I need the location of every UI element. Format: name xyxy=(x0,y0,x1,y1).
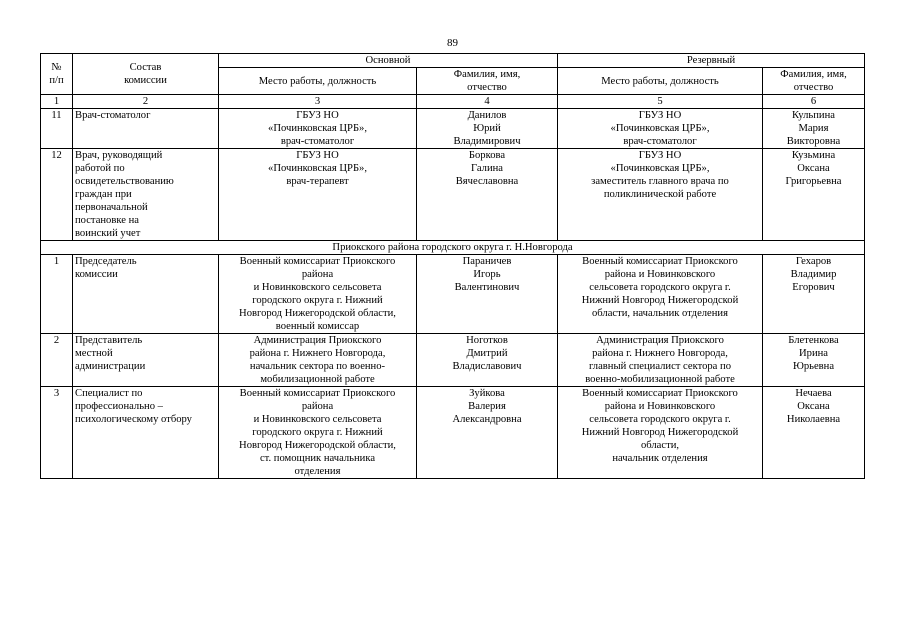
row-reserve-work: Администрация Приокского района г. Нижнего Новгорода, главный специалист сектора по военно-мобилизационной работе xyxy=(558,334,763,387)
header-main: Основной xyxy=(219,54,558,68)
page-number: 89 xyxy=(447,37,458,49)
row-main-work: Военный комиссариат Приокского района и Новинковского сельсовета городского округа г. Нижний Новгород Нижегородской области, ст. помощник начальника отделения xyxy=(219,387,417,479)
row-main-work: ГБУЗ НО «Починковская ЦРБ», врач-стоматолог xyxy=(219,109,417,149)
row-reserve-work: Военный комиссариат Приокского района и Новинковского сельсовета городского округа г. Нижний Новгород Нижегородской области, начальник отделения xyxy=(558,387,763,479)
row-role: Врач-стоматолог xyxy=(73,109,219,149)
row-main-name: Зуйкова Валерия Александровна xyxy=(417,387,558,479)
row-role: Председатель комиссии xyxy=(73,255,219,334)
row-main-work: ГБУЗ НО «Починковская ЦРБ», врач-терапевт xyxy=(219,149,417,241)
row-main-name: Параничев Игорь Валентинович xyxy=(417,255,558,334)
row-reserve-work: Военный комиссариат Приокского района и Новинковского сельсовета городского округа г. Нижний Новгород Нижегородской области, начальник отделения xyxy=(558,255,763,334)
header-reserve-workplace: Место работы, должность xyxy=(558,68,763,95)
table-row xyxy=(41,387,865,479)
row-reserve-work: ГБУЗ НО «Починковская ЦРБ», заместитель главного врача по поликлинической работе xyxy=(558,149,763,241)
row-num: 12 xyxy=(41,149,73,241)
row-main-work: Администрация Приокского района г. Нижнего Новгорода, начальник сектора по военно- мобилизационной работе xyxy=(219,334,417,387)
row-main-name: Боркова Галина Вячеславовна xyxy=(417,149,558,241)
header-reserve-fullname: Фамилия, имя, отчество xyxy=(763,68,865,95)
row-role: Специалист по профессионально – психологическому отбору xyxy=(73,387,219,479)
table-row xyxy=(41,149,865,241)
row-main-name: Ноготков Дмитрий Владиславович xyxy=(417,334,558,387)
row-num: 3 xyxy=(41,387,73,479)
row-reserve-name: Нечаева Оксана Николаевна xyxy=(763,387,865,479)
row-role: Представитель местной администрации xyxy=(73,334,219,387)
header-main-workplace: Место работы, должность xyxy=(219,68,417,95)
section-title: Приокского района городского округа г. Н.Новгорода xyxy=(41,241,865,255)
row-reserve-name: Кузьмина Оксана Григорьевна xyxy=(763,149,865,241)
row-num: 1 xyxy=(41,255,73,334)
table-row xyxy=(41,255,865,334)
header-reserve: Резервный xyxy=(558,54,865,68)
row-role: Врач, руководящий работой по освидетельствованию граждан при первоначальной постановке на воинский учет xyxy=(73,149,219,241)
row-num: 2 xyxy=(41,334,73,387)
column-number: 1 xyxy=(41,95,73,109)
header-row-1 xyxy=(41,54,865,68)
column-number: 2 xyxy=(73,95,219,109)
header-num: № п/п xyxy=(41,54,73,95)
column-number: 3 xyxy=(219,95,417,109)
header-composition: Состав комиссии xyxy=(73,54,219,95)
commission-table xyxy=(40,53,865,479)
row-reserve-name: Кульпина Мария Викторовна xyxy=(763,109,865,149)
header-main-fullname: Фамилия, имя, отчество xyxy=(417,68,558,95)
row-reserve-name: Гехаров Владимир Егорович xyxy=(763,255,865,334)
row-reserve-name: Блетенкова Ирина Юрьевна xyxy=(763,334,865,387)
section-row xyxy=(41,241,865,255)
table-row xyxy=(41,334,865,387)
row-num: 11 xyxy=(41,109,73,149)
column-number: 6 xyxy=(763,95,865,109)
table-row xyxy=(41,109,865,149)
row-main-work: Военный комиссариат Приокского района и Новинковского сельсовета городского округа г. Нижний Новгород Нижегородской области, военный комиссар xyxy=(219,255,417,334)
row-main-name: Данилов Юрий Владимирович xyxy=(417,109,558,149)
column-number: 4 xyxy=(417,95,558,109)
column-number: 5 xyxy=(558,95,763,109)
row-reserve-work: ГБУЗ НО «Починковская ЦРБ», врач-стоматолог xyxy=(558,109,763,149)
column-numbers-row xyxy=(41,95,865,109)
